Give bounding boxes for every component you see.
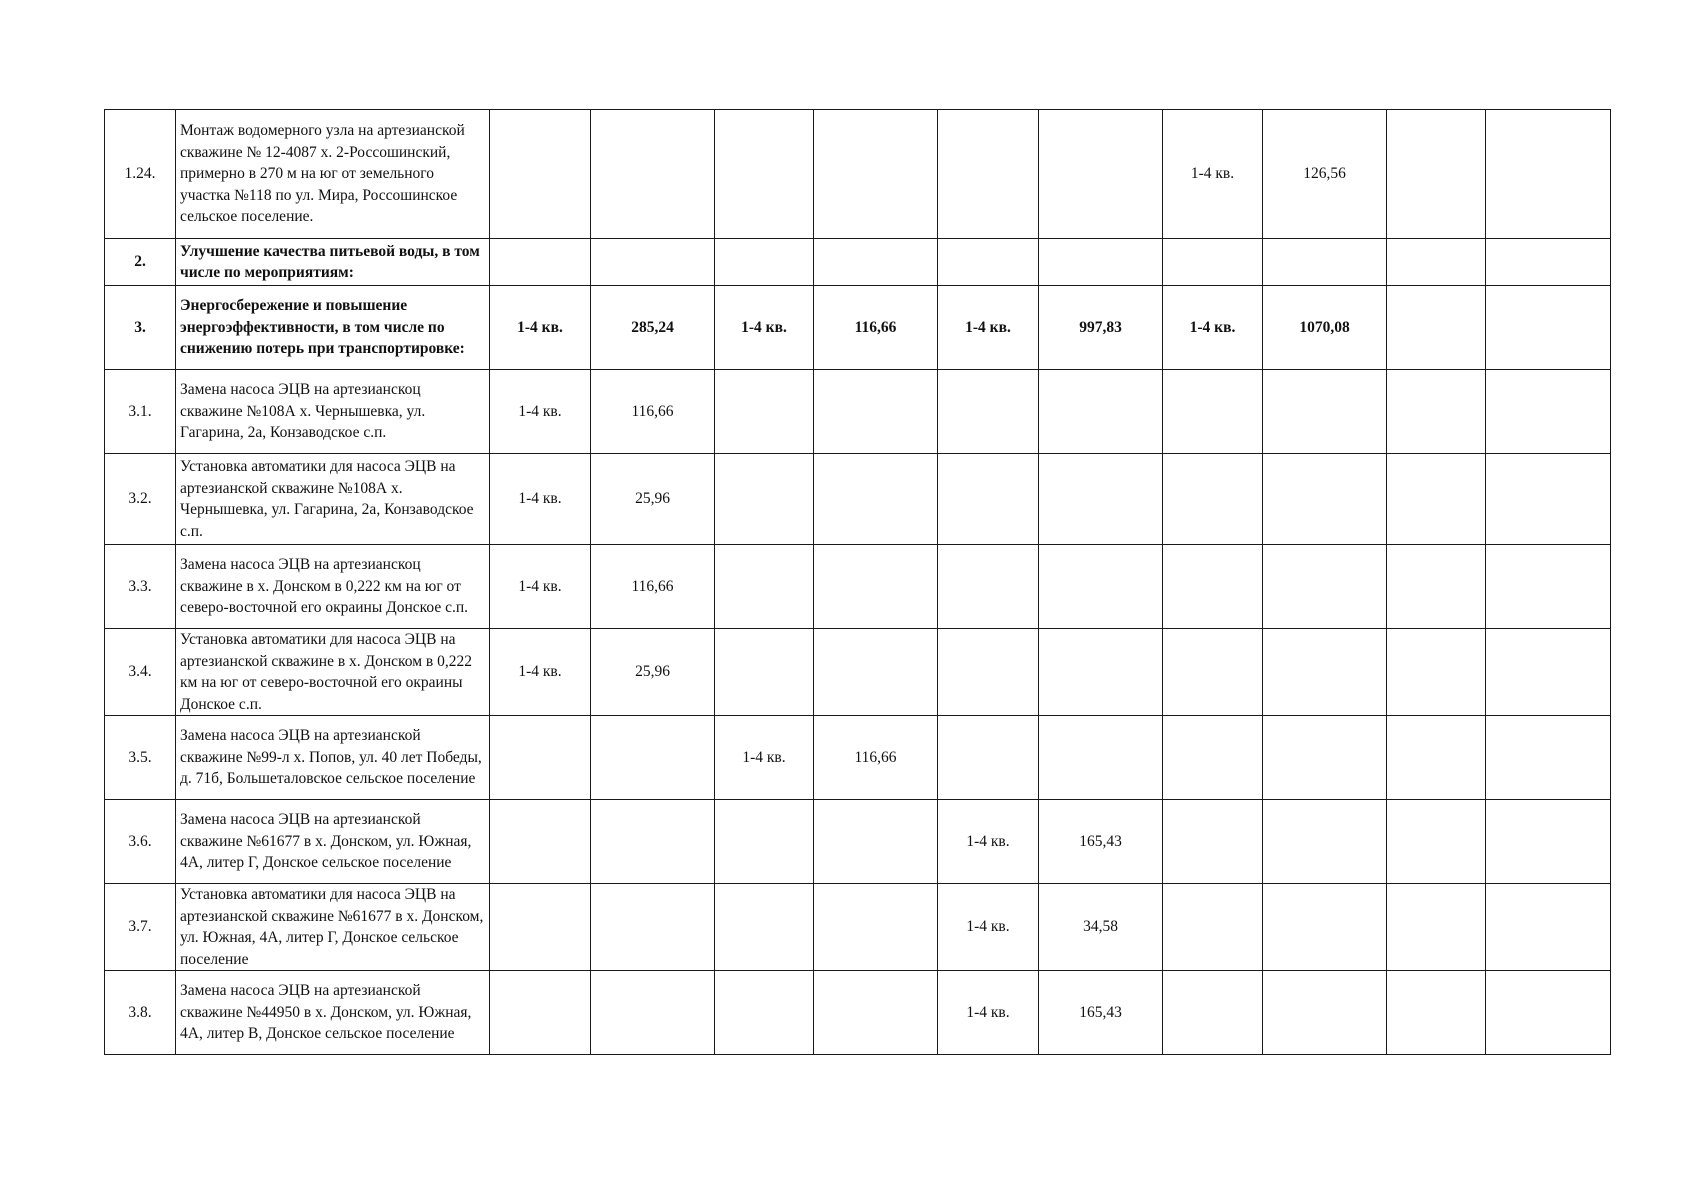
table-row (105, 286, 1611, 370)
amount-cell (591, 110, 715, 239)
row-number: 3.6. (105, 800, 176, 884)
period-cell: 1-4 кв. (490, 370, 591, 454)
measure-name: Установка автоматики для насоса ЭЦВ на артезианской скважине в х. Донском в 0,222 км на юг от северо-восточной его окраины Донское с.п. (176, 629, 490, 716)
amount-cell (814, 545, 938, 629)
amount-cell (591, 971, 715, 1055)
period-cell: 1-4 кв. (490, 454, 591, 545)
period-cell (1163, 370, 1263, 454)
amount-cell: 165,43 (1039, 800, 1163, 884)
period-cell: 1-4 кв. (1163, 110, 1263, 239)
amount-cell: 1070,08 (1263, 286, 1387, 370)
period-cell: 1-4 кв. (490, 629, 591, 716)
table-row (105, 370, 1611, 454)
amount-cell (1486, 629, 1611, 716)
row-number: 3.2. (105, 454, 176, 545)
period-cell (938, 629, 1039, 716)
amount-cell (1039, 629, 1163, 716)
amount-cell (814, 454, 938, 545)
table-row (105, 716, 1611, 800)
amount-cell (1263, 545, 1387, 629)
measure-name: Установка автоматики для насоса ЭЦВ на артезианской скважине №108А х. Чернышевка, ул. Гагарина, 2а, Конзаводское с.п. (176, 454, 490, 545)
amount-cell (1039, 454, 1163, 545)
period-cell (1387, 884, 1486, 971)
table-row (105, 239, 1611, 286)
period-cell (715, 800, 814, 884)
amount-cell (1486, 239, 1611, 286)
period-cell (1387, 454, 1486, 545)
period-cell (1163, 454, 1263, 545)
period-cell (715, 239, 814, 286)
period-cell (715, 370, 814, 454)
amount-cell (814, 971, 938, 1055)
period-cell: 1-4 кв. (938, 800, 1039, 884)
period-cell (1387, 545, 1486, 629)
amount-cell: 116,66 (591, 545, 715, 629)
row-number: 3. (105, 286, 176, 370)
amount-cell (814, 110, 938, 239)
period-cell (938, 716, 1039, 800)
period-cell (1163, 800, 1263, 884)
table-row (105, 545, 1611, 629)
amount-cell (1263, 884, 1387, 971)
period-cell: 1-4 кв. (938, 971, 1039, 1055)
measure-name: Установка автоматики для насоса ЭЦВ на артезианской скважине №61677 в х. Донском, ул. Южная, 4А, литер Г, Донское сельское поселение (176, 884, 490, 971)
amount-cell: 116,66 (814, 286, 938, 370)
amount-cell (1486, 110, 1611, 239)
period-cell (715, 545, 814, 629)
amount-cell (1263, 370, 1387, 454)
period-cell (490, 110, 591, 239)
amount-cell (1486, 454, 1611, 545)
period-cell (1387, 971, 1486, 1055)
period-cell (490, 716, 591, 800)
amount-cell: 116,66 (591, 370, 715, 454)
row-number: 3.1. (105, 370, 176, 454)
row-number: 3.4. (105, 629, 176, 716)
amount-cell (814, 239, 938, 286)
measure-name: Улучшение качества питьевой воды, в том числе по мероприятиям: (176, 239, 490, 286)
amount-cell (1039, 545, 1163, 629)
measure-name: Замена насоса ЭЦВ на артезианскоц скважине в х. Донском в 0,222 км на юг от северо-восточной его окраины Донское с.п. (176, 545, 490, 629)
amount-cell (1486, 286, 1611, 370)
amount-cell (1263, 629, 1387, 716)
amount-cell (814, 800, 938, 884)
amount-cell (1039, 370, 1163, 454)
amount-cell (1486, 800, 1611, 884)
amount-cell: 34,58 (1039, 884, 1163, 971)
period-cell: 1-4 кв. (490, 286, 591, 370)
period-cell (1163, 239, 1263, 286)
period-cell (715, 884, 814, 971)
period-cell (1387, 370, 1486, 454)
period-cell (1387, 800, 1486, 884)
period-cell (1387, 110, 1486, 239)
period-cell: 1-4 кв. (490, 545, 591, 629)
period-cell (715, 454, 814, 545)
period-cell (490, 800, 591, 884)
amount-cell: 25,96 (591, 629, 715, 716)
measure-name: Замена насоса ЭЦВ на артезианской скважине №44950 в х. Донском, ул. Южная, 4А, литер В, Донское сельское поселение (176, 971, 490, 1055)
table-row (105, 454, 1611, 545)
period-cell (1163, 629, 1263, 716)
row-number: 3.3. (105, 545, 176, 629)
measure-name: Энергосбережение и повышение энергоэффективности, в том числе по снижению потерь при транспортировке: (176, 286, 490, 370)
amount-cell: 116,66 (814, 716, 938, 800)
amount-cell (1263, 239, 1387, 286)
amount-cell: 165,43 (1039, 971, 1163, 1055)
period-cell (1163, 971, 1263, 1055)
period-cell (1387, 716, 1486, 800)
period-cell (938, 454, 1039, 545)
amount-cell (591, 884, 715, 971)
period-cell (1387, 239, 1486, 286)
amount-cell (1486, 370, 1611, 454)
period-cell: 1-4 кв. (938, 286, 1039, 370)
amount-cell (1486, 884, 1611, 971)
period-cell: 1-4 кв. (715, 286, 814, 370)
table-body (105, 110, 1611, 1055)
period-cell (1387, 629, 1486, 716)
amount-cell (814, 629, 938, 716)
amount-cell (814, 370, 938, 454)
table-row (105, 884, 1611, 971)
amount-cell (591, 716, 715, 800)
period-cell (938, 370, 1039, 454)
row-number: 3.5. (105, 716, 176, 800)
period-cell (1387, 286, 1486, 370)
amount-cell: 25,96 (591, 454, 715, 545)
amount-cell (814, 884, 938, 971)
period-cell: 1-4 кв. (1163, 286, 1263, 370)
measure-name: Монтаж водомерного узла на артезианской скважине № 12-4087 х. 2-Россошинский, примерно в 270 м на юг от земельного участка №118 по ул. Мира, Россошинское сельское поселение. (176, 110, 490, 239)
period-cell (490, 239, 591, 286)
amount-cell: 126,56 (1263, 110, 1387, 239)
amount-cell (1486, 971, 1611, 1055)
row-number: 3.8. (105, 971, 176, 1055)
period-cell (938, 239, 1039, 286)
table-row (105, 800, 1611, 884)
amount-cell (591, 800, 715, 884)
table-row (105, 971, 1611, 1055)
period-cell (938, 545, 1039, 629)
amount-cell (1486, 545, 1611, 629)
amount-cell (1263, 716, 1387, 800)
period-cell (1163, 545, 1263, 629)
amount-cell: 997,83 (1039, 286, 1163, 370)
amount-cell (1263, 971, 1387, 1055)
amount-cell (1263, 454, 1387, 545)
row-number: 2. (105, 239, 176, 286)
period-cell (1163, 884, 1263, 971)
row-number: 1.24. (105, 110, 176, 239)
period-cell (490, 971, 591, 1055)
period-cell: 1-4 кв. (715, 716, 814, 800)
period-cell (715, 110, 814, 239)
amount-cell (1486, 716, 1611, 800)
period-cell: 1-4 кв. (938, 884, 1039, 971)
amount-cell (1263, 800, 1387, 884)
table-row (105, 110, 1611, 239)
amount-cell: 285,24 (591, 286, 715, 370)
period-cell (938, 110, 1039, 239)
measures-table (104, 109, 1611, 1055)
period-cell (490, 884, 591, 971)
measure-name: Замена насоса ЭЦВ на артезианской скважине №99-л х. Попов, ул. 40 лет Победы, д. 71б, Большеталовское сельское поселение (176, 716, 490, 800)
period-cell (715, 971, 814, 1055)
period-cell (1163, 716, 1263, 800)
amount-cell (1039, 239, 1163, 286)
amount-cell (1039, 716, 1163, 800)
period-cell (715, 629, 814, 716)
table-row (105, 629, 1611, 716)
measure-name: Замена насоса ЭЦВ на артезианской скважине №61677 в х. Донском, ул. Южная, 4А, литер Г, Донское сельское поселение (176, 800, 490, 884)
amount-cell (591, 239, 715, 286)
measure-name: Замена насоса ЭЦВ на артезианскоц скважине №108А х. Чернышевка, ул. Гагарина, 2а, Конзаводское с.п. (176, 370, 490, 454)
amount-cell (1039, 110, 1163, 239)
row-number: 3.7. (105, 884, 176, 971)
